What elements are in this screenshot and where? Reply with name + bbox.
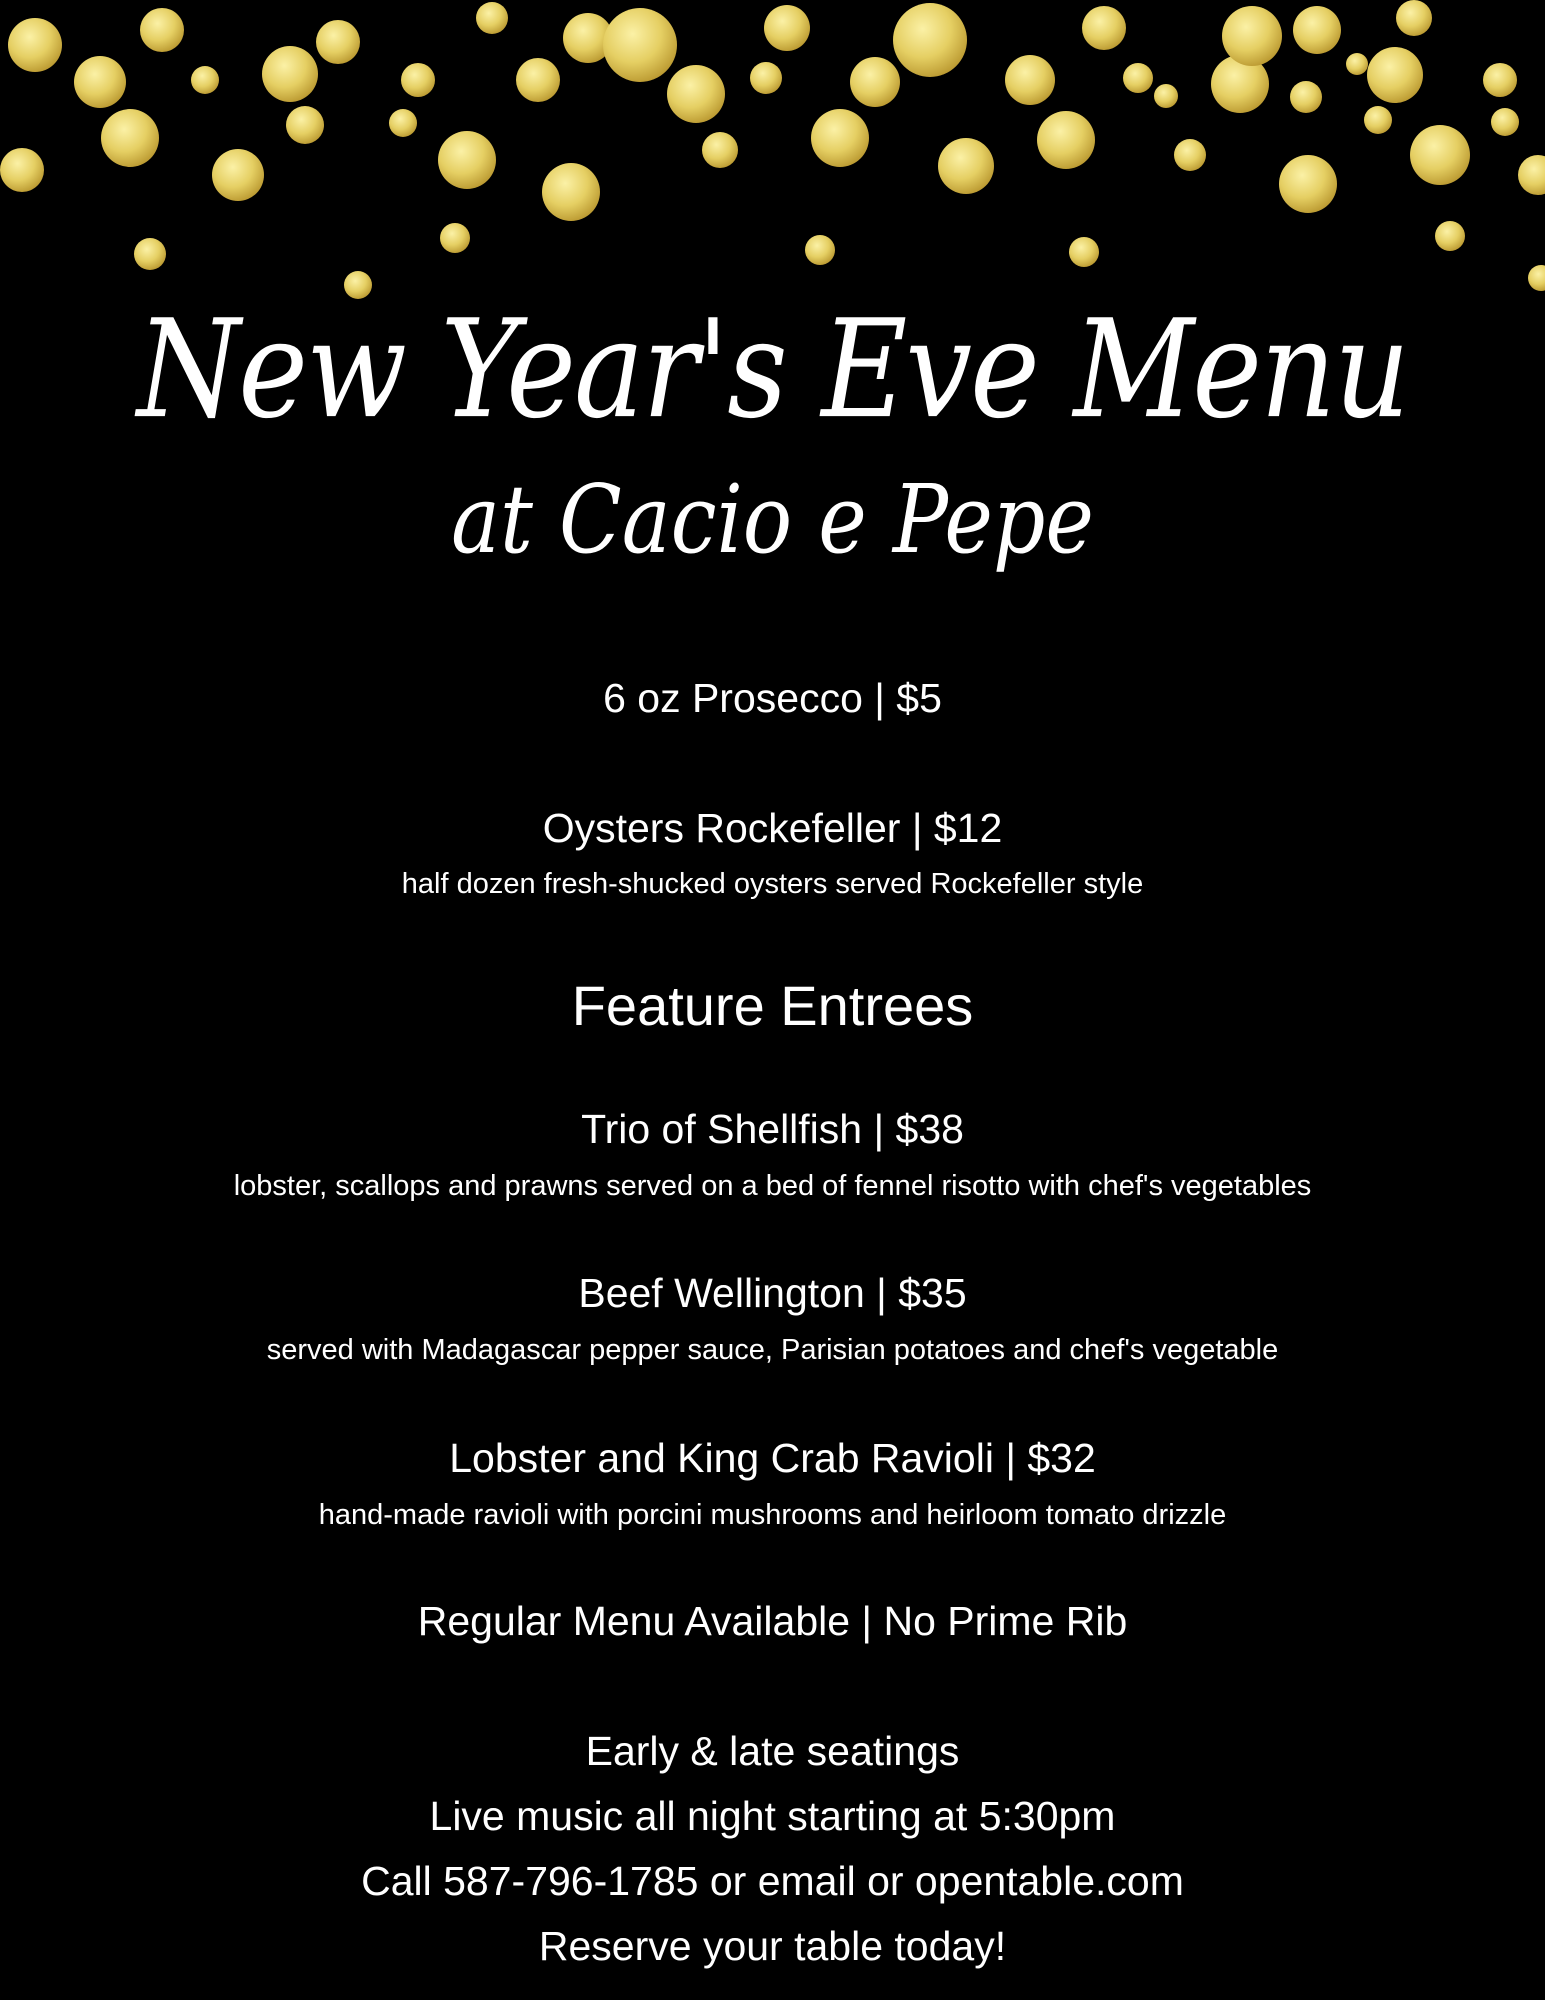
confetti-dot — [1435, 221, 1465, 251]
confetti-dot — [134, 238, 166, 270]
confetti-dot — [0, 148, 44, 192]
confetti-dot — [1396, 0, 1432, 36]
confetti-dot — [140, 8, 184, 52]
confetti-dot — [1222, 6, 1282, 66]
entree-description: served with Madagascar pepper sauce, Parisian potatoes and chef's vegetable — [266, 1334, 1279, 1366]
confetti-dot — [1410, 125, 1470, 185]
confetti-dot — [1483, 63, 1517, 97]
confetti-dot — [1367, 47, 1423, 103]
confetti-dot — [1518, 155, 1545, 195]
confetti-dot — [1069, 237, 1099, 267]
confetti-dot — [805, 235, 835, 265]
confetti-dot — [191, 66, 219, 94]
feature-entrees-heading: Feature Entrees — [571, 974, 974, 1037]
regular-menu-note: Regular Menu Available | No Prime Rib — [417, 1598, 1128, 1644]
entree-description: lobster, scallops and prawns served on a bed of fennel risotto with chef's vegetables — [233, 1170, 1312, 1202]
confetti-dot — [938, 138, 994, 194]
confetti-dot — [101, 109, 159, 167]
appetizer-item: Oysters Rockefeller | $12 — [542, 805, 1003, 851]
confetti-dot — [1346, 53, 1368, 75]
confetti-dot — [1491, 108, 1519, 136]
seatings-info: Early & late seatings — [585, 1728, 960, 1774]
confetti-dot — [389, 109, 417, 137]
title-line-restaurant-name: at Cacio e Pepe — [451, 465, 1094, 576]
confetti-dot — [212, 149, 264, 201]
confetti-dot — [893, 3, 967, 77]
confetti-dot — [8, 18, 62, 72]
confetti-dot — [1154, 84, 1178, 108]
gold-confetti-decoration — [0, 0, 1545, 320]
reserve-call-to-action: Reserve your table today! — [538, 1923, 1007, 1969]
confetti-dot — [438, 131, 496, 189]
confetti-dot — [1037, 111, 1095, 169]
confetti-dot — [1364, 106, 1392, 134]
confetti-dot — [262, 46, 318, 102]
confetti-dot — [811, 109, 869, 167]
confetti-dot — [1174, 139, 1206, 171]
confetti-dot — [603, 8, 677, 82]
appetizer-description: half dozen fresh-shucked oysters served Rockefeller style — [401, 868, 1144, 900]
entree-item: Beef Wellington | $35 — [578, 1270, 967, 1316]
confetti-dot — [401, 63, 435, 97]
confetti-dot — [667, 65, 725, 123]
live-music-info: Live music all night starting at 5:30pm — [429, 1793, 1116, 1839]
confetti-dot — [440, 223, 470, 253]
confetti-dot — [1293, 6, 1341, 54]
entree-description: hand-made ravioli with porcini mushrooms and heirloom tomato drizzle — [318, 1499, 1227, 1531]
title-line-new-years-eve-menu: New Year's Eve Menu — [136, 289, 1409, 449]
confetti-dot — [750, 62, 782, 94]
drink-item: 6 oz Prosecco | $5 — [603, 675, 942, 721]
confetti-dot — [286, 106, 324, 144]
entree-item: Lobster and King Crab Ravioli | $32 — [449, 1435, 1096, 1481]
confetti-dot — [850, 57, 900, 107]
confetti-dot — [316, 20, 360, 64]
confetti-dot — [764, 5, 810, 51]
confetti-dot — [542, 163, 600, 221]
confetti-dot — [1005, 55, 1055, 105]
confetti-dot — [476, 2, 508, 34]
contact-info: Call 587-796-1785 or email or opentable.com — [361, 1858, 1184, 1904]
menu-title — [0, 280, 1545, 630]
confetti-dot — [1082, 6, 1126, 50]
confetti-dot — [1123, 63, 1153, 93]
confetti-dot — [516, 58, 560, 102]
confetti-dot — [1290, 81, 1322, 113]
confetti-dot — [1279, 155, 1337, 213]
confetti-dot — [74, 56, 126, 108]
entree-item: Trio of Shellfish | $38 — [581, 1106, 964, 1152]
confetti-dot — [702, 132, 738, 168]
